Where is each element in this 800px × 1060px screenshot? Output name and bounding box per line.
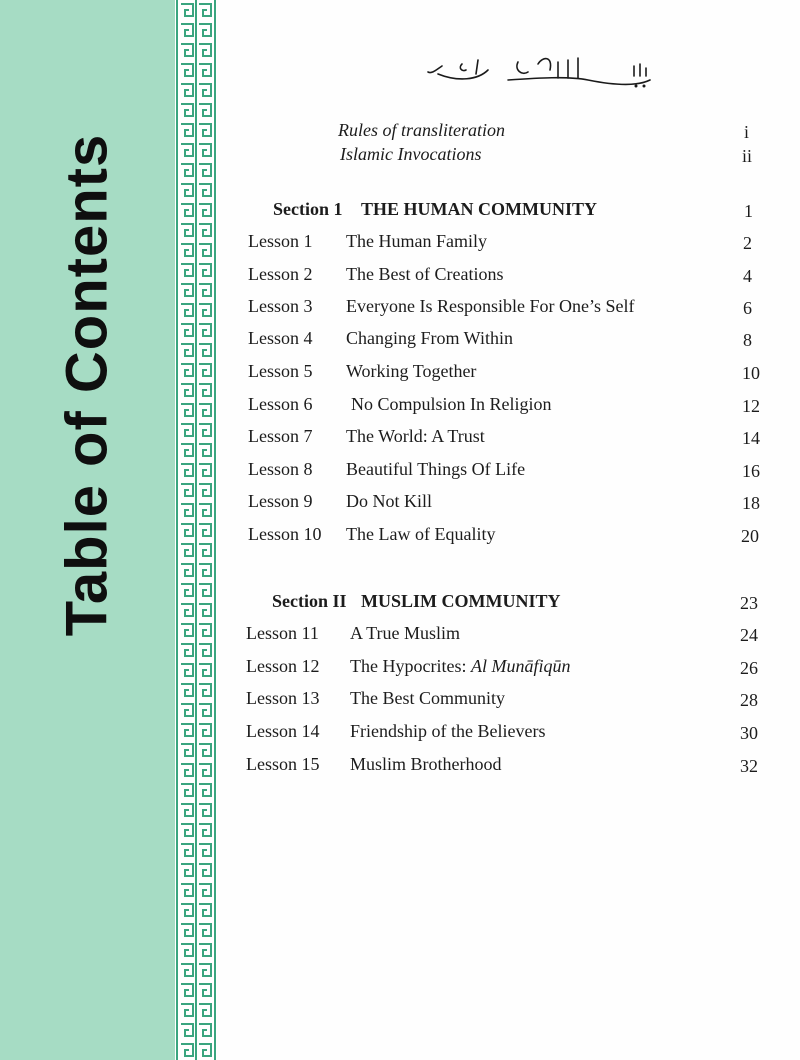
lesson-label: Lesson 9 bbox=[248, 491, 313, 511]
lesson-page: 14 bbox=[742, 428, 760, 448]
bismillah-calligraphy bbox=[418, 50, 658, 90]
lesson-page: 16 bbox=[742, 461, 760, 481]
lesson-title: No Compulsion In Religion bbox=[351, 394, 552, 414]
intro-title: Rules of transliteration bbox=[338, 120, 506, 140]
greek-key-pattern-icon bbox=[175, 0, 217, 1060]
section-page: 1 bbox=[744, 201, 753, 221]
section-label: Section 1 bbox=[273, 199, 343, 219]
decorative-border bbox=[175, 0, 217, 1060]
lesson-label: Lesson 6 bbox=[248, 394, 313, 414]
lesson-title-italic: Al Munāfiqūn bbox=[470, 656, 571, 676]
lesson-label: Lesson 4 bbox=[248, 328, 313, 348]
lesson-title: Do Not Kill bbox=[346, 491, 433, 511]
section-page: 23 bbox=[740, 593, 758, 613]
lesson-title: The Law of Equality bbox=[346, 524, 496, 544]
lesson-page: 18 bbox=[742, 493, 760, 513]
sidebar-title: Table of Contents bbox=[54, 133, 120, 637]
lesson-title: A True Muslim bbox=[350, 623, 461, 643]
lesson-title: Working Together bbox=[346, 361, 477, 381]
lesson-label: Lesson 7 bbox=[248, 426, 313, 446]
sidebar-panel bbox=[0, 0, 175, 1060]
lesson-label: Lesson 8 bbox=[248, 459, 313, 479]
lesson-title: Beautiful Things Of Life bbox=[346, 459, 526, 479]
lesson-title: The Best Community bbox=[350, 688, 505, 708]
lesson-title: Everyone Is Responsible For One’s Self bbox=[346, 296, 635, 316]
lesson-label: Lesson 1 bbox=[248, 231, 313, 251]
section-title: MUSLIM COMMUNITY bbox=[361, 591, 561, 611]
lesson-page: 28 bbox=[740, 690, 758, 710]
lesson-title: Friendship of the Believers bbox=[350, 721, 546, 741]
lesson-label: Lesson 12 bbox=[246, 656, 320, 676]
lesson-label: Lesson 15 bbox=[246, 754, 320, 774]
intro-page: i bbox=[744, 122, 750, 142]
svg-text:بسم الله الرحمن الرحيم: بسم الله الرحمن الرحيم bbox=[418, 50, 428, 51]
lesson-page: 6 bbox=[743, 298, 752, 318]
lesson-title: Changing From Within bbox=[346, 328, 513, 348]
section-label: Section II bbox=[272, 591, 347, 611]
lesson-label: Lesson 10 bbox=[248, 524, 322, 544]
lesson-page: 26 bbox=[740, 658, 758, 678]
intro-title: Islamic Invocations bbox=[340, 144, 482, 164]
section-heading bbox=[273, 199, 597, 220]
lesson-label: Lesson 5 bbox=[248, 361, 313, 381]
lesson-page: 32 bbox=[740, 756, 758, 776]
lesson-label: Lesson 13 bbox=[246, 688, 320, 708]
lesson-page: 2 bbox=[743, 233, 752, 253]
lesson-page: 4 bbox=[743, 266, 752, 286]
lesson-title: The Best of Creations bbox=[346, 264, 504, 284]
lesson-title: The Hypocrites: Al Munāfiqūn bbox=[350, 656, 571, 676]
lesson-page: 12 bbox=[742, 396, 760, 416]
section-heading bbox=[272, 591, 561, 612]
intro-item bbox=[338, 120, 505, 141]
lesson-label: Lesson 3 bbox=[248, 296, 313, 316]
lesson-title: The Human Family bbox=[346, 231, 487, 251]
lesson-label: Lesson 14 bbox=[246, 721, 320, 741]
lesson-page: 8 bbox=[743, 330, 752, 350]
lesson-label: Lesson 2 bbox=[248, 264, 313, 284]
lesson-page: 20 bbox=[741, 526, 759, 546]
lesson-page: 10 bbox=[742, 363, 760, 383]
lesson-title: The World: A Trust bbox=[346, 426, 485, 446]
section-title: THE HUMAN COMMUNITY bbox=[361, 199, 597, 219]
lesson-label: Lesson 11 bbox=[246, 623, 319, 643]
intro-page: ii bbox=[742, 146, 753, 166]
lesson-page: 24 bbox=[740, 625, 758, 645]
intro-item bbox=[340, 144, 481, 165]
lesson-page: 30 bbox=[740, 723, 758, 743]
lesson-title: Muslim Brotherhood bbox=[350, 754, 502, 774]
